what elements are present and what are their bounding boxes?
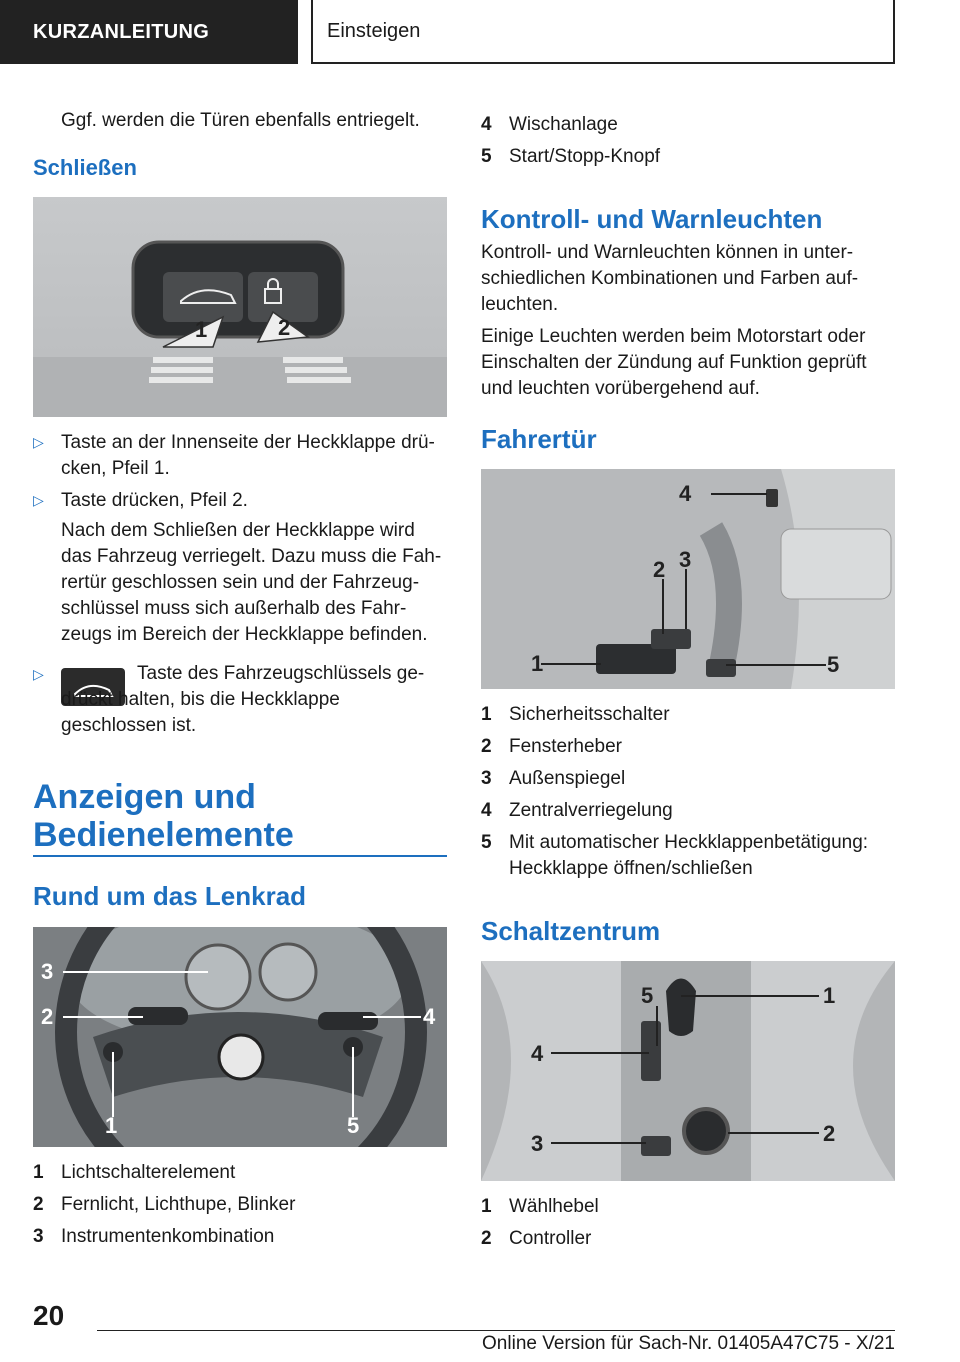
fig-label-2: 2	[823, 1121, 836, 1146]
chapter-title: Einsteigen	[327, 19, 421, 42]
chapter-tab	[311, 0, 895, 64]
list-item: 3 Instrumentenkombination	[33, 1226, 275, 1247]
closing-step-2: ▷ Taste drücken, Pfeil 2.	[33, 488, 447, 514]
center-console-figure	[481, 961, 895, 1181]
list-item: 4 Zentralverriegelung	[481, 800, 673, 821]
list-item: 1 Sicherheitsschalter	[481, 704, 670, 725]
heading-steering: Rund um das Lenkrad	[33, 881, 307, 911]
triangle-icon: ▷	[33, 434, 44, 450]
heading-schliessen: Schließen	[33, 155, 137, 180]
steering-legend-continued	[481, 112, 895, 176]
list-item: 2 Fensterheber	[481, 736, 623, 757]
door-legend	[481, 702, 895, 888]
section-title: KURZANLEITUNG	[33, 20, 210, 43]
steering-legend	[33, 1160, 447, 1256]
list-item: 4 Wischanlage	[481, 114, 618, 135]
fig-label-1: 1	[823, 983, 836, 1008]
fig-label-2: 2	[41, 1004, 54, 1029]
fig-label-4: 4	[531, 1041, 544, 1066]
key-step-text: Taste des Fahrzeugschlüssels ge‐ drückt halten, bis die Heckklappe geschlossen ist.	[61, 663, 425, 736]
fig-label-3: 3	[679, 547, 692, 572]
tailgate-buttons-figure	[33, 197, 447, 417]
driver-door-figure	[481, 469, 895, 689]
fig-label-5: 5	[347, 1113, 360, 1138]
fig-label-2: 2	[653, 557, 666, 582]
fig-label-1: 1	[531, 651, 544, 676]
page-number: 20	[33, 1300, 65, 1331]
fig-label-3: 3	[531, 1131, 544, 1156]
fig-label-2: 2	[278, 315, 291, 340]
controller-icon	[684, 1109, 728, 1153]
footer-version: Online Version für Sach-Nr. 01405A47C75 - X/21	[482, 1333, 895, 1354]
list-item: 2 Controller	[481, 1228, 592, 1249]
heading-door: Fahrertür	[481, 424, 597, 454]
bmw-logo-icon	[219, 1035, 263, 1079]
closing-step-1: ▷ Taste an der Innenseite der Heckklappe drü‐ cken, Pfeil 1.	[33, 430, 447, 482]
triangle-icon: ▷	[33, 666, 44, 682]
intro-text: Ggf. werden die Türen ebenfalls entriegelt.	[61, 110, 420, 131]
lights-paragraph-1: Kontroll- und Warnleuchten können in unter‐ schiedlichen Kombinationen und Farben auf‐ leuchten.	[481, 242, 859, 315]
section-tab	[0, 0, 298, 64]
fig-label-5: 5	[641, 983, 654, 1008]
heading-lights: Kontroll- und Warnleuchten	[481, 204, 823, 234]
fig-label-3: 3	[41, 959, 54, 984]
fig-label-1: 1	[105, 1113, 118, 1138]
fig-label-1: 1	[195, 317, 208, 342]
heading-center: Schaltzentrum	[481, 916, 661, 946]
steering-wheel-figure	[33, 927, 447, 1147]
heading-underline	[33, 855, 447, 857]
heading-controls: Anzeigen und Bedienelemente	[33, 778, 294, 854]
list-item: 1 Wählhebel	[481, 1196, 599, 1217]
list-item: 1 Lichtschalterelement	[33, 1162, 236, 1183]
footer-divider	[97, 1330, 895, 1331]
triangle-icon: ▷	[33, 492, 44, 508]
list-item: 5 Mit automatischer Heckklappenbetätigung: Heckklappe öffnen/schließen	[481, 832, 869, 879]
fig-label-4: 4	[423, 1004, 436, 1029]
selector-lever-icon	[666, 979, 696, 1037]
fig-label-5: 5	[827, 652, 840, 677]
center-legend	[481, 1194, 895, 1258]
closing-note: Nach dem Schließen der Heckklappe wird das Fahrzeug verriegelt. Dazu muss die Fah‐ rertür geschlossen sein und der Fahrzeug‐ schlüssel muss sich außerhalb des Fahr‐ zeugs im Bereich der Heckklappe befinden.	[61, 520, 442, 645]
list-item: 3 Außenspiegel	[481, 768, 626, 789]
fig-label-4: 4	[679, 481, 692, 506]
list-item: 5 Start/Stopp-Knopf	[481, 146, 661, 167]
lights-paragraph-2: Einige Leuchten werden beim Motorstart oder Einschalten der Zündung auf Funktion geprüft und leuchten vorübergehend auf.	[481, 326, 867, 399]
list-item: 2 Fernlicht, Lichthupe, Blinker	[33, 1194, 296, 1215]
